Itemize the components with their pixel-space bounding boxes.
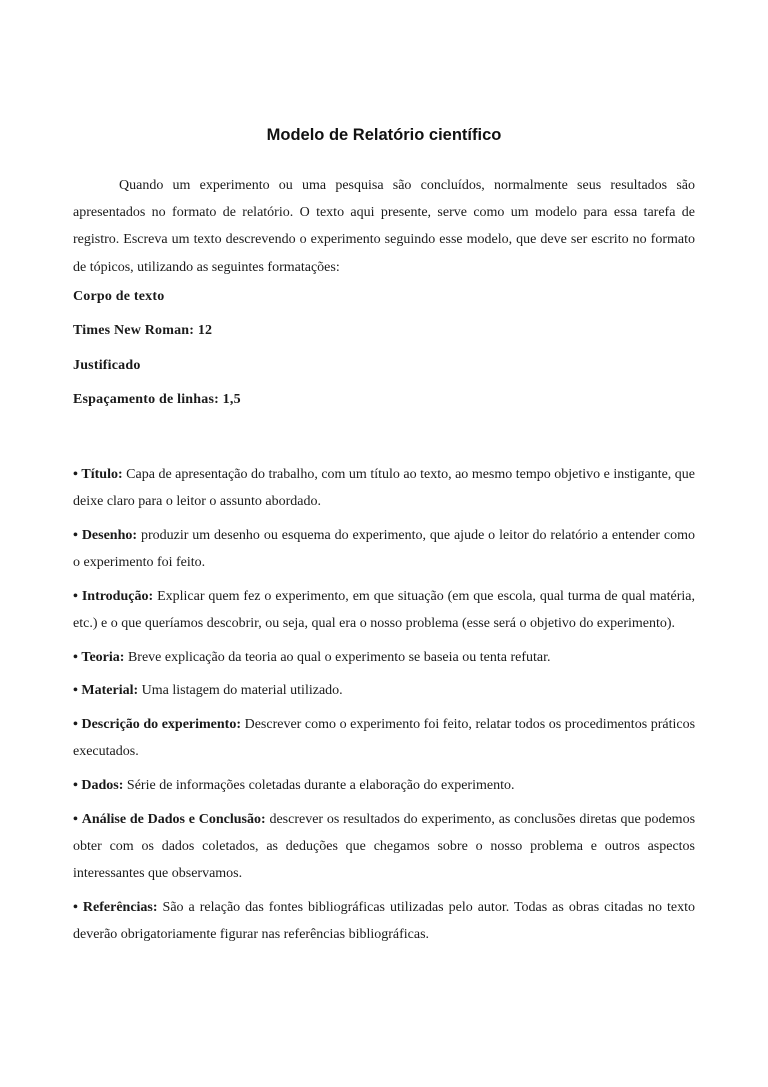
topic-introducao bbox=[73, 583, 695, 637]
topic-text: Capa de apresentação do trabalho, com um título ao texto, ao mesmo tempo objetivo e instigante, que deixe claro para o leitor o assunto abordado. bbox=[73, 466, 696, 510]
topic-bullet: • bbox=[73, 683, 78, 699]
topic-label: Referências: bbox=[82, 899, 158, 915]
section-spacer bbox=[73, 425, 695, 461]
topic-text: São a relação das fontes bibliográficas utilizadas pelo autor. Todas as obras citadas no texto deverão obrigatoriamente figurar nas referências bibliográficas. bbox=[73, 899, 696, 942]
topic-material bbox=[73, 677, 695, 704]
topic-label: Introdução: bbox=[81, 588, 154, 604]
topic-bullet: • bbox=[73, 527, 78, 543]
topic-label: Dados: bbox=[81, 777, 124, 793]
topic-bullet: • bbox=[73, 588, 78, 604]
format-spec-body: Corpo de texto bbox=[73, 288, 165, 304]
format-spec-font: Times New Roman: 12 bbox=[73, 323, 213, 339]
topic-text: Descrever como o experimento foi feito, relatar todos os procedimentos práticos executados. bbox=[73, 716, 696, 760]
topic-desenho bbox=[73, 522, 695, 576]
topic-text: Breve explicação da teoria ao qual o experimento se baseia ou tenta refutar. bbox=[127, 649, 551, 665]
topic-text: Série de informações coletadas durante a elaboração do experimento. bbox=[126, 777, 515, 793]
topic-label: Teoria: bbox=[81, 649, 125, 665]
topic-bullet: • bbox=[73, 777, 78, 793]
topic-bullet: • bbox=[73, 811, 78, 827]
topic-bullet: • bbox=[73, 466, 78, 482]
topic-label: Título: bbox=[81, 466, 123, 482]
document-body bbox=[73, 124, 695, 955]
topic-teoria bbox=[73, 644, 695, 671]
topic-label: Descrição do experimento: bbox=[81, 716, 242, 732]
topic-descricao bbox=[73, 711, 695, 765]
topic-bullet: • bbox=[73, 899, 78, 915]
topic-bullet: • bbox=[73, 716, 78, 732]
document-title: Modelo de Relatório científico bbox=[266, 126, 502, 144]
topic-text: Uma listagem do material utilizado. bbox=[141, 683, 343, 699]
topic-text: Explicar quem fez o experimento, em que situação (em que escola, qual turma de qual matéria, etc.) e o que queríamos descobrir, ou seja, qual era o nosso problema (esse será o objetivo do experimento). bbox=[73, 588, 696, 631]
topic-analise bbox=[73, 806, 695, 888]
topic-label: Desenho: bbox=[81, 527, 138, 543]
topic-bullet: • bbox=[73, 649, 78, 665]
intro-paragraph: Quando um experimento ou uma pesquisa são concluídos, normalmente seus resultados são apresentados no formato de relatório. O texto aqui presente, serve como um modelo para essa tarefa de registro. Escreva um texto descrevendo o experimento seguindo esse modelo, que deve ser escrito no formato de tópicos, utilizando as seguintes formatações: bbox=[73, 178, 695, 275]
format-spec-line-spacing: Espaçamento de linhas: 1,5 bbox=[73, 392, 241, 408]
topic-titulo bbox=[73, 461, 695, 515]
topic-referencias bbox=[73, 894, 695, 948]
format-spec-alignment: Justificado bbox=[73, 357, 141, 373]
topic-dados bbox=[73, 772, 695, 799]
topic-text: produzir um desenho ou esquema do experimento, que ajude o leitor do relatório a entender como o experimento foi feito. bbox=[73, 527, 696, 570]
topic-label: Material: bbox=[81, 683, 139, 699]
topic-text: descrever os resultados do experimento, as conclusões diretas que podemos obter com os dados coletados, as deduções que chegamos sobre o nosso problema e outros aspectos interessantes que observamos. bbox=[73, 811, 696, 881]
topic-label: Análise de Dados e Conclusão: bbox=[81, 811, 266, 827]
